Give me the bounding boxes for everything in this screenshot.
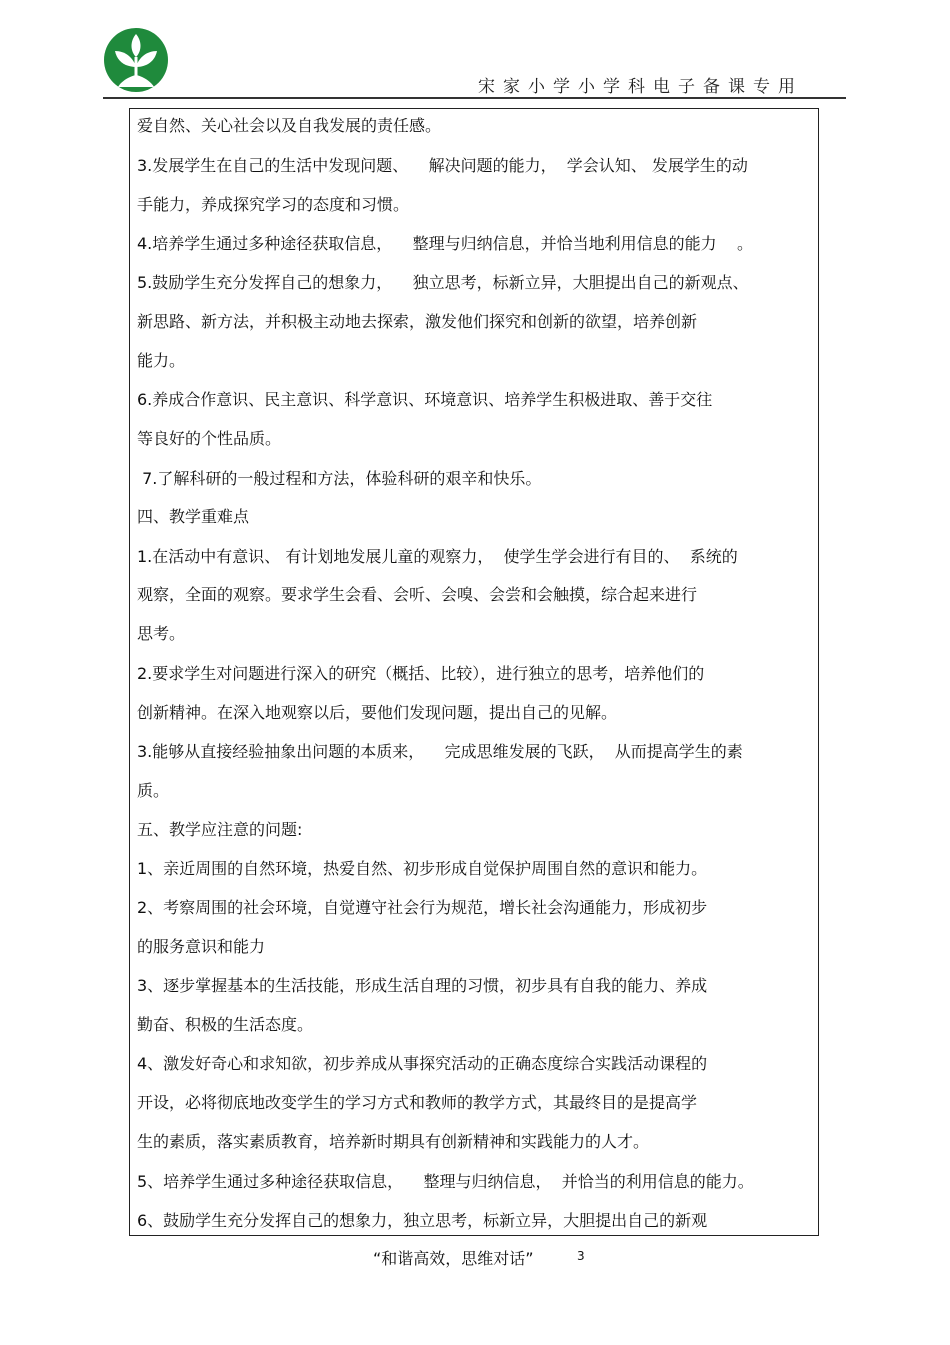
text-line: 的服务意识和能力: [137, 937, 266, 956]
text-line: 5.鼓励学生充分发挥自己的想象力， 独立思考，标新立异，大胆提出自己的新观点、: [137, 273, 749, 292]
text-line: 等良好的个性品质。: [137, 429, 282, 448]
text-line: 质。: [137, 781, 170, 800]
text-line: 5、培养学生通过多种途径获取信息， 整理与归纳信息， 并恰当的利用信息的能力。: [137, 1172, 754, 1191]
text-line: 4、激发好奇心和求知欲，初步养成从事探究活动的正确态度综合实践活动课程的: [137, 1054, 708, 1073]
text-line: 爱自然、关心社会以及自我发展的责任感。: [137, 116, 442, 135]
text-line: 能力。: [137, 351, 186, 370]
header-divider: [103, 97, 846, 99]
text-line: 1.在活动中有意识、 有计划地发展儿童的观察力， 使学生学会进行有目的、 系统的: [137, 547, 738, 566]
text-line: 2.要求学生对问题进行深入的研究（概括、比较），进行独立的思考，培养他们的: [137, 664, 705, 683]
text-line: 生的素质，落实素质教育，培养新时期具有创新精神和实践能力的人才。: [137, 1132, 650, 1151]
text-line: 勤奋、积极的生活态度。: [137, 1015, 314, 1034]
text-line: 3.能够从直接经验抽象出问题的本质来， 完成思维发展的飞跃， 从而提高学生的素: [137, 742, 743, 761]
text-line: 新思路、新方法，并积极主动地去探索，激发他们探究和创新的欲望，培养创新: [137, 312, 698, 331]
text-line: 手能力，养成探究学习的态度和习惯。: [137, 195, 410, 214]
school-logo-icon: [103, 27, 169, 93]
text-line: 创新精神。在深入地观察以后，要他们发现问题，提出自己的见解。: [137, 703, 618, 722]
text-line: 6、鼓励学生充分发挥自己的想象力，独立思考，标新立异，大胆提出自己的新观: [137, 1211, 708, 1230]
text-line: 2、考察周围的社会环境，自觉遵守社会行为规范，增长社会沟通能力，形成初步: [137, 898, 708, 917]
section-heading: 五、教学应注意的问题:: [137, 820, 303, 839]
header-title: 宋家小学小学科电子备课专用: [478, 77, 803, 97]
text-line: 4.培养学生通过多种途径获取信息， 整理与归纳信息，并恰当地利用信息的能力 。: [137, 234, 753, 253]
text-line: 3.发展学生在自己的生活中发现问题、 解决问题的能力， 学会认知、 发展学生的动: [137, 156, 748, 175]
text-line: 1、亲近周围的自然环境，热爱自然、初步形成自觉保护周围自然的意识和能力。: [137, 859, 708, 878]
page-number: 3: [577, 1249, 585, 1263]
text-line: 3、逐步掌握基本的生活技能，形成生活自理的习惯，初步具有自我的能力、养成: [137, 976, 708, 995]
text-line: 观察，全面的观察。要求学生会看、会听、会嗅、会尝和会触摸，综合起来进行: [137, 585, 698, 604]
text-line: 开设，必将彻底地改变学生的学习方式和教师的教学方式，其最终目的是提高学: [137, 1093, 698, 1112]
text-line: 7.了解科研的一般过程和方法，体验科研的艰辛和快乐。: [137, 469, 542, 488]
section-heading: 四、教学重难点: [137, 507, 250, 526]
footer-motto: “和谐高效，思维对话”: [373, 1249, 534, 1268]
text-line: 思考。: [137, 624, 186, 643]
text-line: 6.养成合作意识、民主意识、科学意识、环境意识、培养学生积极进取、善于交往: [137, 390, 713, 409]
